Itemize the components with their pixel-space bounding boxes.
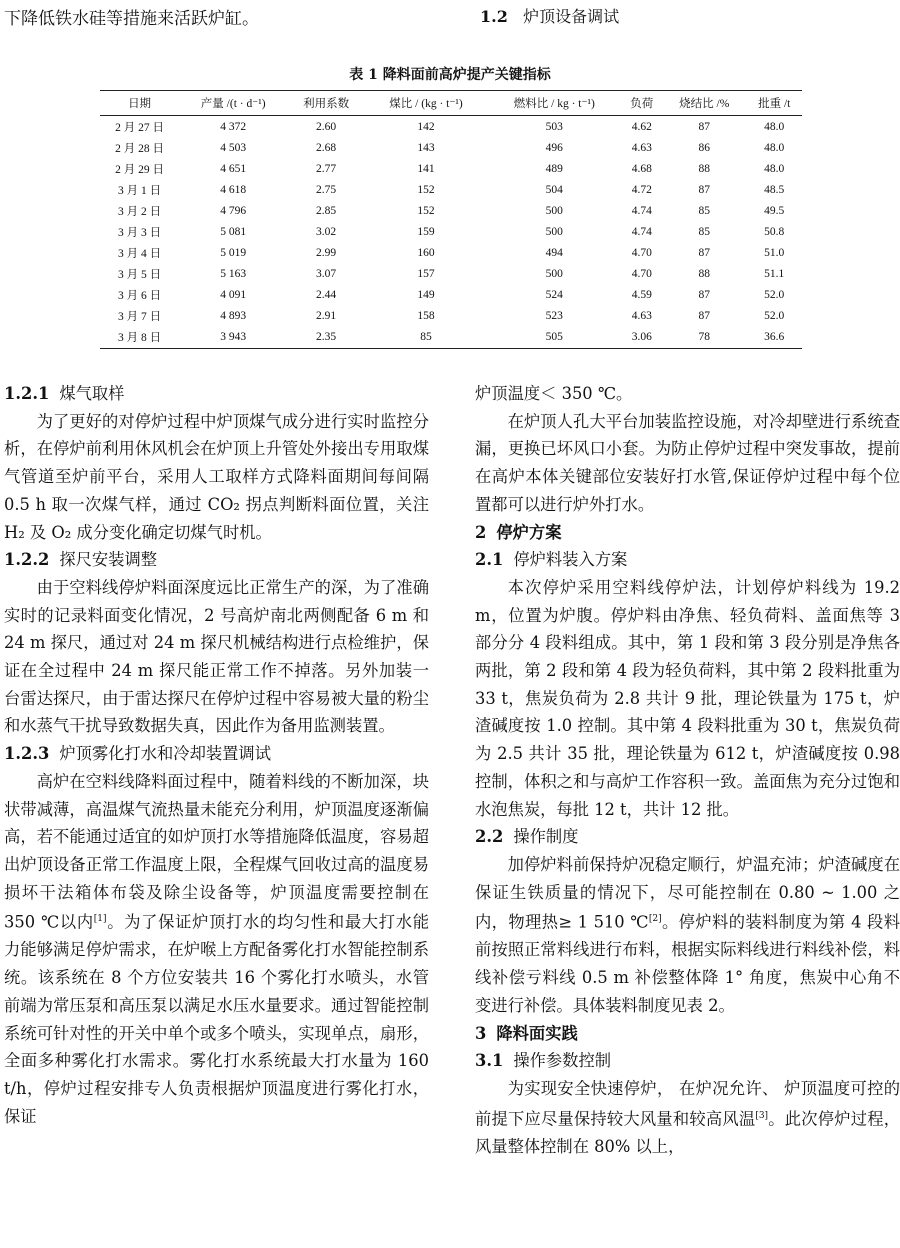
section-heading-1-2 — [480, 4, 619, 27]
table-cell: 85 — [365, 327, 487, 349]
table-cell: 4.70 — [631, 247, 652, 260]
table-cell: 36.6 — [746, 327, 802, 349]
table-cell: 5 081 — [220, 226, 247, 239]
table-cell: 2 月 29 日 — [115, 163, 164, 176]
table-header-row — [100, 91, 802, 116]
paragraph-spray-cooling: 高炉在空料线降料面过程中，随着料线的不断加深，块状带减薄，高温煤气流热量未能充分利用，炉顶温度逐渐偏高，若不能通过适宜的如炉顶打水等措施降低温度，容易超出炉顶设备正常工作温度上限，全程煤气回收过高的温度易损坏干法箱体布袋及除尘设备等，炉顶温度需要控制在 350 ℃以内[1]。为了保证炉顶打水的均匀性和最大打水能力能够满足停炉需求，在炉喉上方配备雾化打水智能控制系统。该系统在 8 个方位安装共 16 个雾化打水喷头，水管前端为常压泵和高压泵以满足水压水量要求。通过智能控制系统可针对性的开关中单个或多个喷头，实现单点，扇形，全面多种雾化打水需求。雾化打水系统最大打水量为 160 t/h，停炉过程安排专人负责根据炉顶温度进行雾化打水，保证 — [4, 771, 429, 1126]
table-cell: 157 — [417, 268, 435, 281]
table-cell: 3 月 1 日 — [118, 184, 162, 197]
table-cell: 503 — [545, 120, 563, 133]
table-cell: 87 — [698, 247, 710, 260]
table-header-cell: 日期 — [100, 91, 179, 116]
table-row — [100, 137, 802, 158]
table-cell: 4 091 — [220, 289, 247, 302]
table-cell: 158 — [417, 310, 435, 323]
table-cell: 50.8 — [764, 226, 785, 239]
table-caption: 表 1 降料面前高炉提产关键指标 — [349, 67, 551, 83]
paragraph-gas-sampling: 为了更好的对停炉过程中炉顶煤气成分进行实时监控分析，在停炉前利用休风机会在炉顶上升管处外接出专用取煤气管道至炉前平台，采用人工取样方式降料面期间每间隔 0.5 h 取一次煤气样，通过 CO₂ 拐点判断料面位置，关注 H₂ 及 O₂ 成分变化确定切煤气时机。 — [4, 411, 429, 542]
table-cell: 2.44 — [316, 289, 337, 302]
indicator-table — [100, 90, 802, 349]
table-cell: 48.0 — [764, 120, 785, 133]
section-1-2-2-heading: 1.2.2 探尺安装调整 — [4, 550, 158, 570]
table-cell: 4 618 — [220, 183, 247, 196]
table-row — [100, 243, 802, 264]
top-left-text: 下降低铁水硅等措施来活跃炉缸。 — [4, 9, 259, 29]
table-cell: 3 月 4 日 — [118, 248, 162, 261]
table-cell: 496 — [545, 141, 563, 154]
table-cell: 494 — [545, 247, 563, 260]
table-cell: 142 — [417, 120, 435, 133]
table-cell: 87 — [698, 120, 710, 133]
table-cell: 4 503 — [220, 141, 247, 154]
table-header-cell: 批重 /t — [746, 91, 802, 116]
table-cell: 3 月 7 日 — [118, 311, 162, 324]
table-cell: 2.91 — [316, 310, 337, 323]
table-cell: 3 月 2 日 — [118, 205, 162, 218]
table-cell: 5 163 — [220, 268, 247, 281]
table-cell: 2.35 — [287, 327, 365, 349]
section-3-heading: 3 降料面实践 — [475, 1023, 578, 1043]
section-2-2-heading: 2.2 操作制度 — [475, 827, 579, 847]
table-cell: 524 — [545, 289, 563, 302]
table-cell: 3 943 — [179, 327, 287, 349]
table-header-cell: 烧结比 /% — [662, 91, 746, 116]
table-cell: 489 — [545, 162, 563, 175]
table-row — [100, 327, 802, 349]
table-cell: 87 — [698, 289, 710, 302]
section-1-2-1-heading: 1.2.1 煤气取样 — [4, 384, 125, 403]
table-cell: 2.60 — [316, 120, 337, 133]
table-cell: 149 — [417, 289, 435, 302]
table-cell: 5 019 — [220, 247, 247, 260]
table-row — [100, 116, 802, 138]
table-cell: 85 — [698, 204, 710, 217]
table-row — [100, 285, 802, 306]
table-cell: 2.99 — [316, 247, 337, 260]
section-3-1-heading: 3.1 操作参数控制 — [475, 1051, 612, 1071]
table-row — [100, 221, 802, 242]
table-cell: 4.72 — [631, 183, 652, 196]
table-row — [100, 179, 802, 200]
table-cell: 141 — [417, 162, 435, 175]
citation: [2] — [648, 914, 662, 925]
table-cell: 2.75 — [316, 183, 337, 196]
table-cell: 3.02 — [316, 226, 337, 239]
table-row — [100, 158, 802, 179]
table-header-cell: 煤比 / (kg · t⁻¹) — [365, 91, 487, 116]
table-cell: 500 — [545, 226, 563, 239]
table-cell: 2.68 — [316, 141, 337, 154]
table-cell: 3 月 8 日 — [100, 327, 179, 349]
table-cell: 500 — [545, 204, 563, 217]
table-cell: 143 — [417, 141, 435, 154]
table-cell: 523 — [545, 310, 563, 323]
table-cell: 152 — [417, 204, 435, 217]
citation: [3] — [755, 1110, 769, 1121]
table-cell: 4.74 — [631, 204, 652, 217]
table-cell: 4 796 — [220, 204, 247, 217]
table-cell: 159 — [417, 226, 435, 239]
table-cell: 4.74 — [631, 226, 652, 239]
table-cell: 3.06 — [622, 327, 662, 349]
table-cell: 51.0 — [764, 247, 785, 260]
section-2-heading: 2 停炉方案 — [475, 522, 562, 542]
table-cell: 2 月 27 日 — [115, 121, 164, 134]
table-cell: 86 — [698, 141, 710, 154]
table-cell: 4.62 — [631, 120, 652, 133]
table-cell: 49.5 — [764, 204, 785, 217]
table-header-cell: 负荷 — [622, 91, 662, 116]
table-cell: 88 — [698, 268, 710, 281]
table-header-cell: 产量 /(t · d⁻¹) — [179, 91, 287, 116]
table-cell: 48.0 — [764, 141, 785, 154]
table-cell: 4.59 — [631, 289, 652, 302]
table-cell: 52.0 — [764, 310, 785, 323]
table-cell: 4 893 — [220, 310, 247, 323]
table-cell: 3 月 3 日 — [118, 227, 162, 240]
citation: [1] — [93, 914, 107, 925]
table-header-cell: 燃料比 / kg · t⁻¹) — [487, 91, 622, 116]
table-cell: 3 月 5 日 — [118, 269, 162, 282]
section-2-1-heading: 2.1 停炉料装入方案 — [475, 550, 628, 570]
table-cell: 500 — [545, 268, 563, 281]
table-cell: 3.07 — [316, 268, 337, 281]
table-cell: 88 — [698, 162, 710, 175]
table-cell: 87 — [698, 183, 710, 196]
left-column — [4, 380, 429, 1130]
table-cell: 4.63 — [631, 141, 652, 154]
table-cell: 4.63 — [631, 310, 652, 323]
paragraph-parameter-control: 为实现安全快速停炉， 在炉况允许、 炉顶温度可控的前提下应尽量保持较大风量和较高风温[3]。此次停炉过程，风量整体控制在 80% 以上， — [475, 1079, 900, 1156]
paragraph-continuation: 炉顶温度＜ 350 ℃。 — [475, 384, 633, 403]
table-cell: 504 — [545, 183, 563, 196]
paragraph-probe-adjustment: 由于空料线停炉料面深度远比正常生产的深，为了准确实时的记录料面变化情况，2 号高炉南北两侧配备 6 m 和 24 m 探尺，通过对 24 m 探尺机械结构进行点检维护，保证在全过程中 24 m 探尺能正常工作不掉落。另外加装一台雷达探尺，由于雷达探尺在停炉过程中容易被大量的粉尘和水蒸气干扰导致数据失真，因此作为备用监测装置。 — [4, 577, 429, 736]
table-cell: 51.1 — [764, 268, 785, 281]
paragraph-monitoring: 在炉顶人孔大平台加装监控设施，对冷却壁进行系统查漏，更换已坏风口小套。为防止停炉过程中突发事故，提前在高炉本体关键部位安装好打水管,保证停炉过程中每个位置都可以进行炉外打水。 — [475, 411, 900, 514]
table-cell: 2.85 — [316, 204, 337, 217]
table-cell: 4.70 — [631, 268, 652, 281]
table-cell: 4 651 — [220, 162, 247, 175]
table-cell: 152 — [417, 183, 435, 196]
table-row — [100, 264, 802, 285]
table-cell: 4.68 — [631, 162, 652, 175]
table-cell: 48.5 — [764, 183, 785, 196]
table-cell: 48.0 — [764, 162, 785, 175]
table-cell: 2 月 28 日 — [115, 142, 164, 155]
table-cell: 3 月 6 日 — [118, 290, 162, 303]
right-column — [475, 380, 900, 1161]
table-cell: 505 — [487, 327, 622, 349]
paragraph-charging-plan: 本次停炉采用空料线停炉法，计划停炉料线为 19.2 m，位置为炉腹。停炉料由净焦、轻负荷料、盖面焦等 3 部分分 4 段料组成。其中，第 1 段和第 3 段分别是净焦各两批，第 2 段和第 4 段为轻负荷料，其中第 2 段料批重为 33 t，焦炭负荷为 2.8 共计 9 批，理论铁量为 175 t，炉渣碱度按 1.0 控制。其中第 4 段料批重为 30 t，焦炭负荷为 2.5 共计 35 批，理论铁量为 612 t，炉渣碱度按 0.98 控制，体积之和与高炉工作容积一致。盖面焦为充分过饱和水泡焦炭，每批 12 t，共计 12 批。 — [475, 577, 900, 819]
table-cell: 52.0 — [764, 289, 785, 302]
table-cell: 85 — [698, 226, 710, 239]
table-row — [100, 306, 802, 327]
section-1-2-3-heading: 1.2.3 炉顶雾化打水和冷却装置调试 — [4, 744, 271, 764]
table-cell: 160 — [417, 247, 435, 260]
table-cell: 4 372 — [220, 120, 247, 133]
table-cell: 78 — [662, 327, 746, 349]
table-cell: 87 — [698, 310, 710, 323]
table-cell: 2.77 — [316, 162, 337, 175]
paragraph-operation-system: 加停炉料前保持炉况稳定顺行，炉温充沛；炉渣碱度在保证生铁质量的情况下，尽可能控制在 0.80 ~ 1.00 之内，物理热≥ 1 510 ℃[2]。停炉料的装料制度为第 4 段料前按照正常料线进行布料，根据实际料线进行料线补偿，料线补偿亏料线 0.5 m 补偿整体降 1° 角度，焦炭中心角不变进行补偿。具体装料制度见表 2。 — [475, 854, 900, 1015]
table-row — [100, 200, 802, 221]
section-title: 炉顶设备调试 — [523, 7, 620, 26]
section-number: 1.2 — [480, 7, 508, 26]
table-header-cell: 利用系数 — [287, 91, 365, 116]
